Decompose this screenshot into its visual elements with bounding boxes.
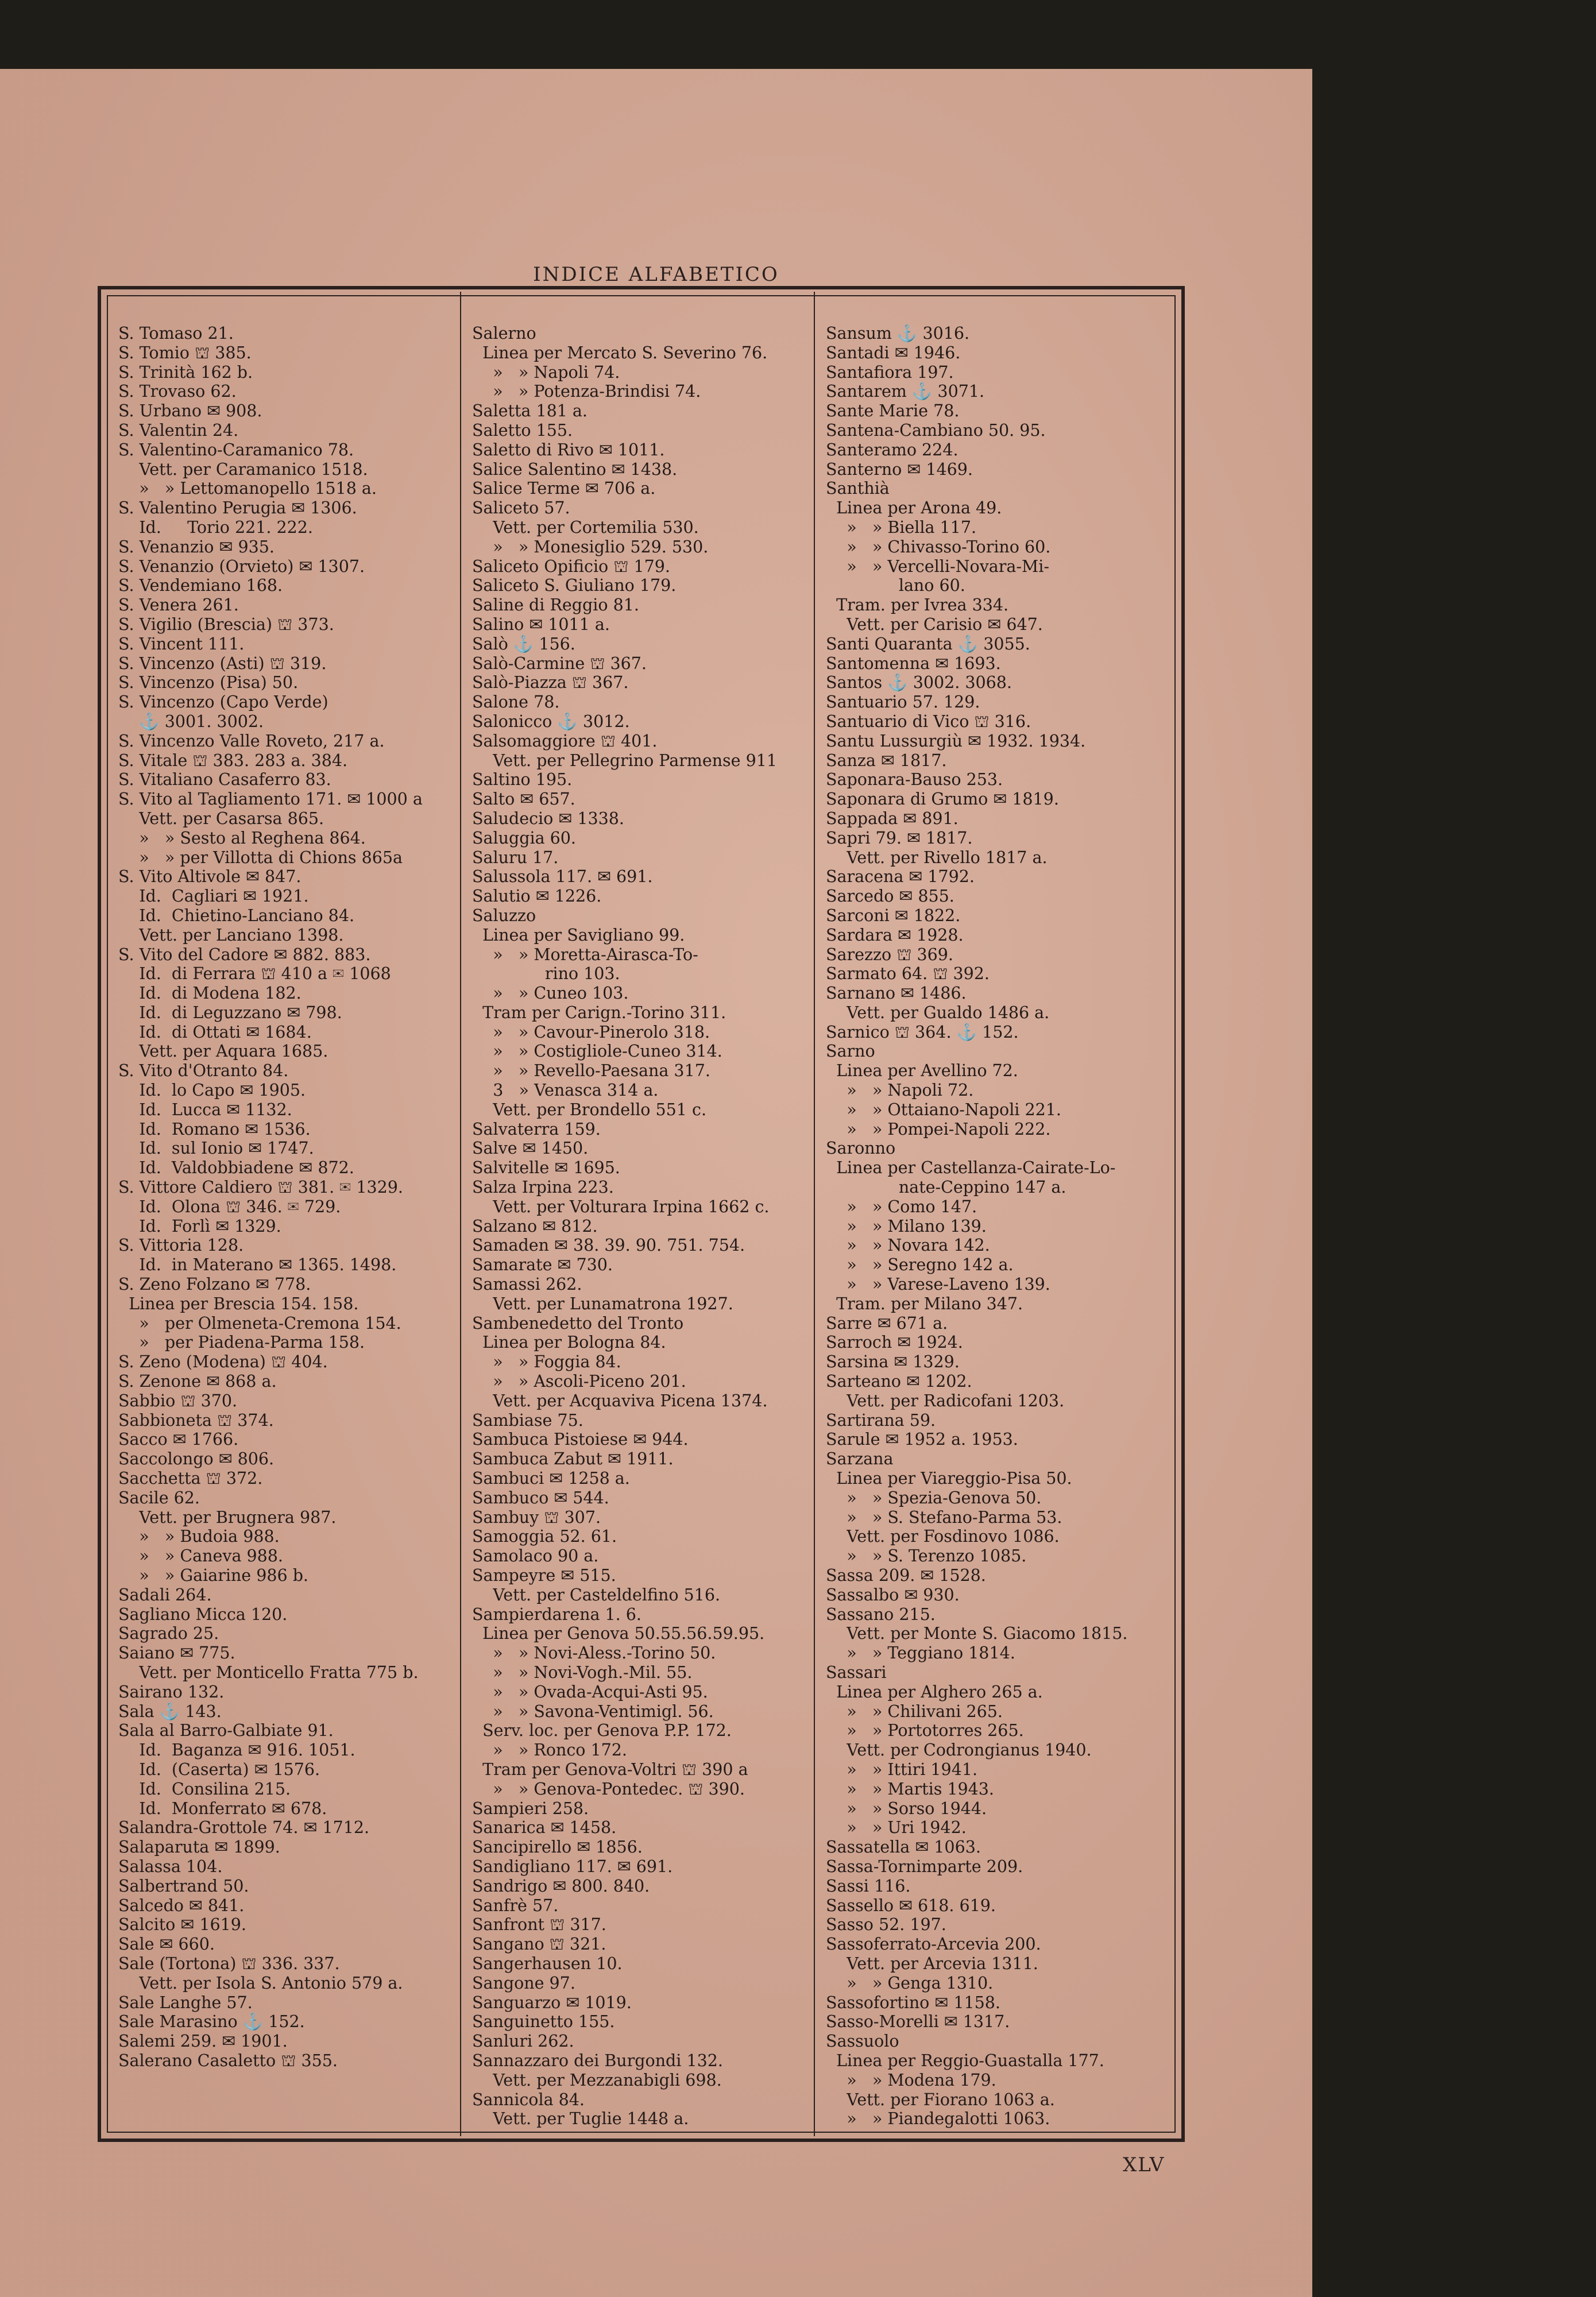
index-entry: Sampeyre ✉ 515. <box>472 1566 616 1585</box>
index-column-1 <box>118 324 440 2071</box>
index-entry: Linea per Reggio-Guastalla 177. <box>826 2051 1104 2070</box>
index-entry: Salò-Piazza ⛫ 367. <box>472 673 629 693</box>
index-entry: Vett. per Mezzanabigli 698. <box>472 2070 722 2090</box>
index-entry: Tram. per Ivrea 334. <box>826 595 1009 615</box>
index-entry: Sannazzaro dei Burgondi 132. <box>472 2051 723 2070</box>
index-entry: Salvitelle ✉ 1695. <box>472 1158 620 1178</box>
index-entry: » » Portotorres 265. <box>826 1721 1024 1741</box>
index-entry: Salemi 259. ✉ 1901. <box>118 2032 288 2051</box>
index-entry: Sacchetta ⛫ 372. <box>118 1469 263 1488</box>
index-entry: Sassofortino ✉ 1158. <box>826 1993 1000 2012</box>
index-entry: Id. di Leguzzano ✉ 798. <box>118 1003 342 1022</box>
index-entry: Vett. per Monte S. Giacomo 1815. <box>826 1624 1128 1644</box>
index-entry: Salve ✉ 1450. <box>472 1139 589 1158</box>
index-entry: Sadali 264. <box>118 1585 212 1604</box>
index-entry: Santos ⚓ 3002. 3068. <box>826 673 1012 693</box>
index-entry: » » Novi-Aless.-Torino 50. <box>472 1644 716 1663</box>
index-entry: Sabbioneta ⛫ 374. <box>118 1410 274 1430</box>
index-entry: Santhià <box>826 479 890 498</box>
index-entry: Salone 78. <box>472 693 560 712</box>
index-entry: Vett. per Volturara Irpina 1662 c. <box>472 1197 770 1216</box>
index-entry: Saline di Reggio 81. <box>472 595 639 615</box>
index-entry: » » Biella 117. <box>826 517 977 537</box>
index-entry: Linea per Arona 49. <box>826 498 1002 518</box>
index-entry: S. Vincent 111. <box>118 634 245 653</box>
index-entry: Saletto di Rivo ✉ 1011. <box>472 440 665 459</box>
index-entry: Sassoferrato-Arcevia 200. <box>826 1935 1041 1954</box>
index-entry: Saliceto Opificio ⛫ 179. <box>472 556 670 576</box>
index-entry: Tram per Genova-Voltri ⛫ 390 a <box>472 1760 748 1779</box>
index-entry: Santuario di Vico ⛫ 316. <box>826 711 1031 731</box>
index-entry: Sarsina ✉ 1329. <box>826 1352 960 1372</box>
index-entry: Santuario 57. 129. <box>826 693 980 712</box>
index-entry: » » Potenza-Brindisi 74. <box>472 382 701 401</box>
index-entry: Sassatella ✉ 1063. <box>826 1838 981 1857</box>
index-entry: Salò-Carmine ⛫ 367. <box>472 653 647 673</box>
index-entry: Sampieri 258. <box>472 1799 589 1818</box>
index-entry: Vett. per Fiorano 1063 a. <box>826 2090 1055 2109</box>
index-entry: Linea per Savigliano 99. <box>472 925 685 945</box>
index-entry: Santi Quaranta ⚓ 3055. <box>826 634 1030 653</box>
book-page <box>0 69 1312 2297</box>
index-entry: Sassalbo ✉ 930. <box>826 1585 960 1604</box>
index-entry: Sanfront ⛫ 317. <box>472 1915 606 1935</box>
index-entry: Linea per Genova 50.55.56.59.95. <box>472 1624 765 1644</box>
index-entry: Sairano 132. <box>118 1682 225 1702</box>
index-entry: S. Valentino Perugia ✉ 1306. <box>118 498 357 518</box>
index-entry: Id. Cagliari ✉ 1921. <box>118 887 309 906</box>
index-entry: Vett. per Gualdo 1486 a. <box>826 1003 1050 1022</box>
index-entry: S. Vito del Cadore ✉ 882. 883. <box>118 945 371 964</box>
index-entry: S. Trinità 162 b. <box>118 362 253 382</box>
index-entry: Samassi 262. <box>472 1275 582 1294</box>
index-entry: Saliceto S. Giuliano 179. <box>472 576 677 595</box>
index-entry: Saluru 17. <box>472 848 559 867</box>
index-entry: Vett. per Fosdinovo 1086. <box>826 1527 1060 1546</box>
index-entry: Saponara di Grumo ✉ 1819. <box>826 790 1059 809</box>
index-entry: Sansum ⚓ 3016. <box>826 324 970 343</box>
index-entry: Id. Olona ⛫ 346. ✉ 729. <box>118 1197 341 1216</box>
index-entry: nate-Ceppino 147 a. <box>826 1178 1066 1197</box>
index-entry: S. Tomaso 21. <box>118 324 234 343</box>
index-entry: Salandra-Grottole 74. ✉ 1712. <box>118 1818 370 1838</box>
index-entry: » » Genga 1310. <box>826 1973 994 1993</box>
index-entry: Id. Valdobbiadene ✉ 872. <box>118 1158 354 1178</box>
index-entry: Saluggia 60. <box>472 828 576 848</box>
index-entry: Linea per Mercato S. Severino 76. <box>472 343 768 362</box>
index-entry: Id. Torio 221. 222. <box>118 517 313 537</box>
index-entry: Samaden ✉ 38. 39. 90. 751. 754. <box>472 1236 745 1255</box>
index-entry: Id. Consilina 215. <box>118 1779 291 1799</box>
index-entry: » » Costigliole-Cuneo 314. <box>472 1042 722 1061</box>
index-entry: » per Olmeneta-Cremona 154. <box>118 1313 401 1333</box>
index-entry: Sale Langhe 57. <box>118 1993 253 2012</box>
index-entry: S. Vittore Caldiero ⛫ 381. ✉ 1329. <box>118 1178 403 1197</box>
index-entry: » » Teggiano 1814. <box>826 1644 1015 1663</box>
index-entry: Sarnico ⛫ 364. ⚓ 152. <box>826 1022 1019 1042</box>
index-entry: Vett. per Rivello 1817 a. <box>826 848 1048 867</box>
index-entry: Saletto 155. <box>472 420 573 440</box>
index-entry: S. Vito d'Otranto 84. <box>118 1061 289 1081</box>
index-entry: S. Venanzio ✉ 935. <box>118 537 275 556</box>
index-entry: Salza Irpina 223. <box>472 1178 614 1197</box>
index-entry: S. Zeno (Modena) ⛫ 404. <box>118 1352 328 1372</box>
index-entry: Salcito ✉ 1619. <box>118 1915 246 1935</box>
index-entry: Vett. per Codrongianus 1940. <box>826 1741 1092 1760</box>
index-entry: Sassello ✉ 618. 619. <box>826 1896 996 1915</box>
index-entry: Id. di Modena 182. <box>118 984 302 1003</box>
index-entry: Sanarica ✉ 1458. <box>472 1818 617 1838</box>
index-entry: Sagrado 25. <box>118 1624 219 1644</box>
index-entry: Salerano Casaletto ⛫ 355. <box>118 2051 338 2070</box>
index-entry: Id. Monferrato ✉ 678. <box>118 1799 327 1818</box>
page-number: XLV <box>1123 2153 1165 2176</box>
index-entry: Salcedo ✉ 841. <box>118 1896 245 1915</box>
index-entry: Vett. per Acquaviva Picena 1374. <box>472 1391 768 1410</box>
index-entry: Sabbio ⛫ 370. <box>118 1391 238 1410</box>
index-entry: Sanguarzo ✉ 1019. <box>472 1993 632 2012</box>
index-entry: S. Vittoria 128. <box>118 1236 244 1255</box>
index-entry: S. Venanzio (Orvieto) ✉ 1307. <box>118 556 365 576</box>
index-entry: Saluzzo <box>472 906 536 925</box>
index-entry: » » Martis 1943. <box>826 1779 994 1799</box>
index-entry: » » Pompei-Napoli 222. <box>826 1119 1051 1139</box>
index-entry: » » Gaiarine 986 b. <box>118 1566 308 1585</box>
index-entry: » » per Villotta di Chions 865a <box>118 848 403 867</box>
index-entry: S. Venera 261. <box>118 595 239 615</box>
index-entry: » » Sesto al Reghena 864. <box>118 828 366 848</box>
index-entry: Saltino 195. <box>472 770 573 790</box>
index-entry: Sarconi ✉ 1822. <box>826 906 961 925</box>
index-column-3 <box>826 324 1147 2129</box>
index-entry: Santadi ✉ 1946. <box>826 343 961 362</box>
index-entry: Santena-Cambiano 50. 95. <box>826 420 1046 440</box>
index-entry: Vett. per Casarsa 865. <box>118 809 324 828</box>
index-entry: » » Modena 179. <box>826 2070 996 2090</box>
index-entry: Sale Marasino ⚓ 152. <box>118 2012 305 2032</box>
index-entry: S. Vincenzo Valle Roveto, 217 a. <box>118 731 385 751</box>
index-entry: Vett. per Radicofani 1203. <box>826 1391 1065 1410</box>
index-entry: » » Revello-Paesana 317. <box>472 1061 710 1081</box>
index-entry: Sassuolo <box>826 2032 899 2051</box>
index-entry: S. Valentino-Caramanico 78. <box>118 440 354 459</box>
index-entry: » » Chilivani 265. <box>826 1702 1003 1721</box>
index-entry: Sarre ✉ 671 a. <box>826 1313 948 1333</box>
index-entry: » » Chivasso-Torino 60. <box>826 537 1051 556</box>
index-entry: Saiano ✉ 775. <box>118 1644 235 1663</box>
index-entry: S. Vincenzo (Pisa) 50. <box>118 673 299 693</box>
index-column-2 <box>472 324 794 2129</box>
index-entry: Salice Salentino ✉ 1438. <box>472 459 678 479</box>
index-entry: Sandrigo ✉ 800. 840. <box>472 1876 650 1896</box>
index-entry: Saliceto 57. <box>472 498 570 518</box>
index-entry: Id. Baganza ✉ 916. 1051. <box>118 1741 355 1760</box>
index-entry: Id. Lucca ✉ 1132. <box>118 1100 292 1119</box>
index-entry: Sambuca Zabut ✉ 1911. <box>472 1449 674 1469</box>
index-entry: S. Urbano ✉ 908. <box>118 401 262 421</box>
index-entry: Id. lo Capo ✉ 1905. <box>118 1081 306 1100</box>
index-entry: » » Savona-Ventimigl. 56. <box>472 1702 714 1721</box>
index-entry: S. Vincenzo (Capo Verde) <box>118 693 329 712</box>
index-entry: S. Vigilio (Brescia) ⛫ 373. <box>118 614 334 634</box>
index-entry: Sanfrè 57. <box>472 1896 559 1915</box>
index-entry: Sarroch ✉ 1924. <box>826 1333 963 1352</box>
index-entry: Samolaco 90 a. <box>472 1546 599 1566</box>
index-entry: Tram per Carign.-Torino 311. <box>472 1003 726 1022</box>
index-entry: Santafiora 197. <box>826 362 954 382</box>
index-entry: Sarteano ✉ 1202. <box>826 1372 972 1391</box>
index-entry: Id. in Materano ✉ 1365. 1498. <box>118 1255 397 1275</box>
index-entry: Sala al Barro-Galbiate 91. <box>118 1721 334 1741</box>
index-entry: Id. Romano ✉ 1536. <box>118 1119 311 1139</box>
index-entry: » » Napoli 72. <box>826 1081 974 1100</box>
index-entry: Sasso-Morelli ✉ 1317. <box>826 2012 1010 2032</box>
index-entry: » » Sorso 1944. <box>826 1799 987 1818</box>
index-entry: » » Monesiglio 529. 530. <box>472 537 709 556</box>
index-entry: Vett. per Isola S. Antonio 579 a. <box>118 1973 403 1993</box>
index-entry: Sarule ✉ 1952 a. 1953. <box>826 1430 1018 1449</box>
index-entry: Santomenna ✉ 1693. <box>826 653 1001 673</box>
index-entry: Vett. per Caramanico 1518. <box>118 459 368 479</box>
index-entry: Id. (Caserta) ✉ 1576. <box>118 1760 320 1779</box>
index-entry: » » Piandegalotti 1063. <box>826 2109 1050 2129</box>
index-entry: Salussola 117. ✉ 691. <box>472 867 653 887</box>
index-entry: Samoggia 52. 61. <box>472 1527 617 1546</box>
index-entry: Sante Marie 78. <box>826 401 960 421</box>
index-entry: Saponara-Bauso 253. <box>826 770 1003 790</box>
index-entry: » » Novara 142. <box>826 1236 990 1255</box>
index-entry: S. Trovaso 62. <box>118 382 237 401</box>
index-entry: Sale ✉ 660. <box>118 1935 215 1954</box>
index-entry: Sassari <box>826 1662 887 1682</box>
index-entry: » » S. Stefano-Parma 53. <box>826 1507 1062 1527</box>
index-entry: Saletta 181 a. <box>472 401 588 421</box>
index-entry: S. Vitaliano Casaferro 83. <box>118 770 331 790</box>
index-entry: Id. di Ottati ✉ 1684. <box>118 1022 312 1042</box>
index-entry: Linea per Brescia 154. 158. <box>118 1294 359 1313</box>
index-entry: Sarcedo ✉ 855. <box>826 887 954 906</box>
index-entry: Sassano 215. <box>826 1604 936 1624</box>
index-entry: » » Como 147. <box>826 1197 977 1216</box>
index-entry: » » Vercelli-Novara-Mi- <box>826 556 1049 576</box>
index-entry: Sarmato 64. ⛫ 392. <box>826 964 990 984</box>
index-entry: Sacile 62. <box>118 1488 200 1507</box>
index-entry: S. Vito al Tagliamento 171. ✉ 1000 a <box>118 790 423 809</box>
index-entry: Linea per Castellanza-Cairate-Lo- <box>826 1158 1116 1178</box>
index-entry: » » Napoli 74. <box>472 362 620 382</box>
index-entry: Linea per Viareggio-Pisa 50. <box>826 1469 1072 1488</box>
index-entry: » » Ascoli-Piceno 201. <box>472 1372 686 1391</box>
index-entry: Sardara ✉ 1928. <box>826 925 964 945</box>
index-entry: Vett. per Casteldelfino 516. <box>472 1585 721 1604</box>
index-entry: Vett. per Monticello Fratta 775 b. <box>118 1662 419 1682</box>
index-entry: Vett. per Lanciano 1398. <box>118 925 344 945</box>
index-entry: Sanza ✉ 1817. <box>826 751 947 770</box>
index-entry: rino 103. <box>472 964 620 984</box>
index-frame <box>98 286 1185 2142</box>
index-entry: Vett. per Brondello 551 c. <box>472 1100 707 1119</box>
index-entry: » » Uri 1942. <box>826 1818 967 1838</box>
index-entry: Salassa 104. <box>118 1857 223 1876</box>
index-entry: Santu Lussurgiù ✉ 1932. 1934. <box>826 731 1086 751</box>
index-entry: Vett. per Aquara 1685. <box>118 1042 329 1061</box>
index-entry: » » Ronco 172. <box>472 1741 627 1760</box>
index-entry: » » Novi-Vogh.-Mil. 55. <box>472 1662 693 1682</box>
index-entry: Santeramo 224. <box>826 440 959 459</box>
index-entry: Sarzana <box>826 1449 894 1469</box>
index-entry: Santarem ⚓ 3071. <box>826 382 985 401</box>
index-entry: Sappada ✉ 891. <box>826 809 959 828</box>
index-entry: Sambuci ✉ 1258 a. <box>472 1469 630 1488</box>
running-header: INDICE ALFABETICO <box>533 263 779 286</box>
index-entry: Salaparuta ✉ 1899. <box>118 1838 280 1857</box>
index-entry: Sasso 52. 197. <box>826 1915 946 1935</box>
index-entry: Sambuy ⛫ 307. <box>472 1507 601 1527</box>
index-entry: » » Moretta-Airasca-To- <box>472 945 698 964</box>
index-entry: » » Ittiri 1941. <box>826 1760 978 1779</box>
index-entry: Salutio ✉ 1226. <box>472 887 602 906</box>
index-entry: Sassa-Tornimparte 209. <box>826 1857 1023 1876</box>
index-entry: Sampierdarena 1. 6. <box>472 1604 642 1624</box>
index-entry: Sarezzo ⛫ 369. <box>826 945 953 964</box>
index-entry: S. Vitale ⛫ 383. 283 a. 384. <box>118 751 348 770</box>
index-entry: Samarate ✉ 730. <box>472 1255 613 1275</box>
index-entry: Sanguinetto 155. <box>472 2012 615 2032</box>
index-entry: Sambuco ✉ 544. <box>472 1488 609 1507</box>
index-entry: Tram. per Milano 347. <box>826 1294 1023 1313</box>
index-entry: » » Spezia-Genova 50. <box>826 1488 1042 1507</box>
index-entry: S. Vendemiano 168. <box>118 576 283 595</box>
index-entry: Sambenedetto del Tronto <box>472 1313 684 1333</box>
index-entry: Id. Forlì ✉ 1329. <box>118 1216 281 1236</box>
index-entry: » » S. Terenzo 1085. <box>826 1546 1027 1566</box>
index-entry: Vett. per Cortemilia 530. <box>472 517 699 537</box>
index-entry: S. Vito Altivole ✉ 847. <box>118 867 302 887</box>
index-entry: » » Lettomanopello 1518 a. <box>118 479 377 498</box>
index-entry: » » Ottaiano-Napoli 221. <box>826 1100 1061 1119</box>
index-entry: » » Budoia 988. <box>118 1527 280 1546</box>
index-entry: Vett. per Brugnera 987. <box>118 1507 337 1527</box>
index-entry: Vett. per Tuglie 1448 a. <box>472 2109 689 2129</box>
index-entry: Linea per Bologna 84. <box>472 1333 666 1352</box>
index-entry: » » Caneva 988. <box>118 1546 283 1566</box>
index-entry: Saronno <box>826 1139 896 1158</box>
index-entry: 3 » Venasca 314 a. <box>472 1081 659 1100</box>
index-entry: Id. sul Ionio ✉ 1747. <box>118 1139 314 1158</box>
index-entry: Salonicco ⚓ 3012. <box>472 711 630 731</box>
index-entry: S. Zeno Folzano ✉ 778. <box>118 1275 311 1294</box>
index-entry: » » Seregno 142 a. <box>826 1255 1014 1275</box>
index-entry: S. Vincenzo (Asti) ⛫ 319. <box>118 653 327 673</box>
index-entry: Vett. per Pellegrino Parmense 911 <box>472 751 778 770</box>
index-entry: Salerno <box>472 324 536 343</box>
index-entry: Saracena ✉ 1792. <box>826 867 975 887</box>
index-entry: Sala ⚓ 143. <box>118 1702 222 1721</box>
index-entry: Vett. per Lunamatrona 1927. <box>472 1294 733 1313</box>
index-entry: Sarno <box>826 1042 875 1061</box>
index-entry: Sangerhausen 10. <box>472 1954 623 1973</box>
index-entry: Sarnano ✉ 1486. <box>826 984 967 1003</box>
index-entry: Salbertrand 50. <box>118 1876 249 1896</box>
index-entry: lano 60. <box>826 576 965 595</box>
index-entry: Sangone 97. <box>472 1973 575 1993</box>
index-entry: Salice Terme ✉ 706 a. <box>472 479 656 498</box>
index-entry: Vett. per Carisio ✉ 647. <box>826 614 1043 634</box>
index-entry: Salzano ✉ 812. <box>472 1216 598 1236</box>
index-entry: Id. Chietino-Lanciano 84. <box>118 906 355 925</box>
index-entry: Sagliano Micca 120. <box>118 1604 288 1624</box>
index-entry: » » Milano 139. <box>826 1216 987 1236</box>
index-entry: Saccolongo ✉ 806. <box>118 1449 275 1469</box>
index-entry: S. Tomio ⛫ 385. <box>118 343 252 362</box>
index-entry: Santerno ✉ 1469. <box>826 459 973 479</box>
index-entry: Sapri 79. ✉ 1817. <box>826 828 973 848</box>
index-entry: Sartirana 59. <box>826 1410 936 1430</box>
index-entry: Sassa 209. ✉ 1528. <box>826 1566 986 1585</box>
index-entry: Id. di Ferrara ⛫ 410 a ✉ 1068 <box>118 964 391 984</box>
index-entry: Sancipirello ✉ 1856. <box>472 1838 643 1857</box>
index-entry: » per Piadena-Parma 158. <box>118 1333 365 1352</box>
index-entry: ⚓ 3001. 3002. <box>118 711 264 731</box>
index-entry: » » Foggia 84. <box>472 1352 621 1372</box>
index-entry: Linea per Alghero 265 a. <box>826 1682 1043 1702</box>
index-entry: Sambiase 75. <box>472 1410 583 1430</box>
index-entry: Sacco ✉ 1766. <box>118 1430 239 1449</box>
index-entry: Serv. loc. per Genova P.P. 172. <box>472 1721 732 1741</box>
index-entry: S. Valentin 24. <box>118 420 239 440</box>
index-entry: Sambuca Pistoiese ✉ 944. <box>472 1430 689 1449</box>
index-entry: Salto ✉ 657. <box>472 790 575 809</box>
index-entry: » » Varese-Laveno 139. <box>826 1275 1050 1294</box>
index-entry: » » Ovada-Acqui-Asti 95. <box>472 1682 708 1702</box>
index-entry: Salino ✉ 1011 a. <box>472 614 610 634</box>
index-entry: Sanluri 262. <box>472 2032 574 2051</box>
index-entry: Sassi 116. <box>826 1876 911 1896</box>
column-rule-1 <box>460 292 461 2136</box>
index-entry: » » Cavour-Pinerolo 318. <box>472 1022 710 1042</box>
index-entry: » » Cuneo 103. <box>472 984 629 1003</box>
index-entry: S. Zenone ✉ 868 a. <box>118 1372 277 1391</box>
index-entry: Vett. per Arcevia 1311. <box>826 1954 1038 1973</box>
index-entry: Sangano ⛫ 321. <box>472 1935 606 1954</box>
column-rule-2 <box>814 292 815 2136</box>
index-entry: Sale (Tortona) ⛫ 336. 337. <box>118 1954 340 1973</box>
index-entry: Sandigliano 117. ✉ 691. <box>472 1857 673 1876</box>
index-entry: Linea per Avellino 72. <box>826 1061 1018 1081</box>
index-entry: » » Genova-Pontedec. ⛫ 390. <box>472 1779 745 1799</box>
index-entry: Salsomaggiore ⛫ 401. <box>472 731 658 751</box>
index-entry: Salò ⚓ 156. <box>472 634 575 653</box>
index-entry: Sannicola 84. <box>472 2090 585 2109</box>
index-entry: Salvaterra 159. <box>472 1119 601 1139</box>
index-entry: Saludecio ✉ 1338. <box>472 809 624 828</box>
